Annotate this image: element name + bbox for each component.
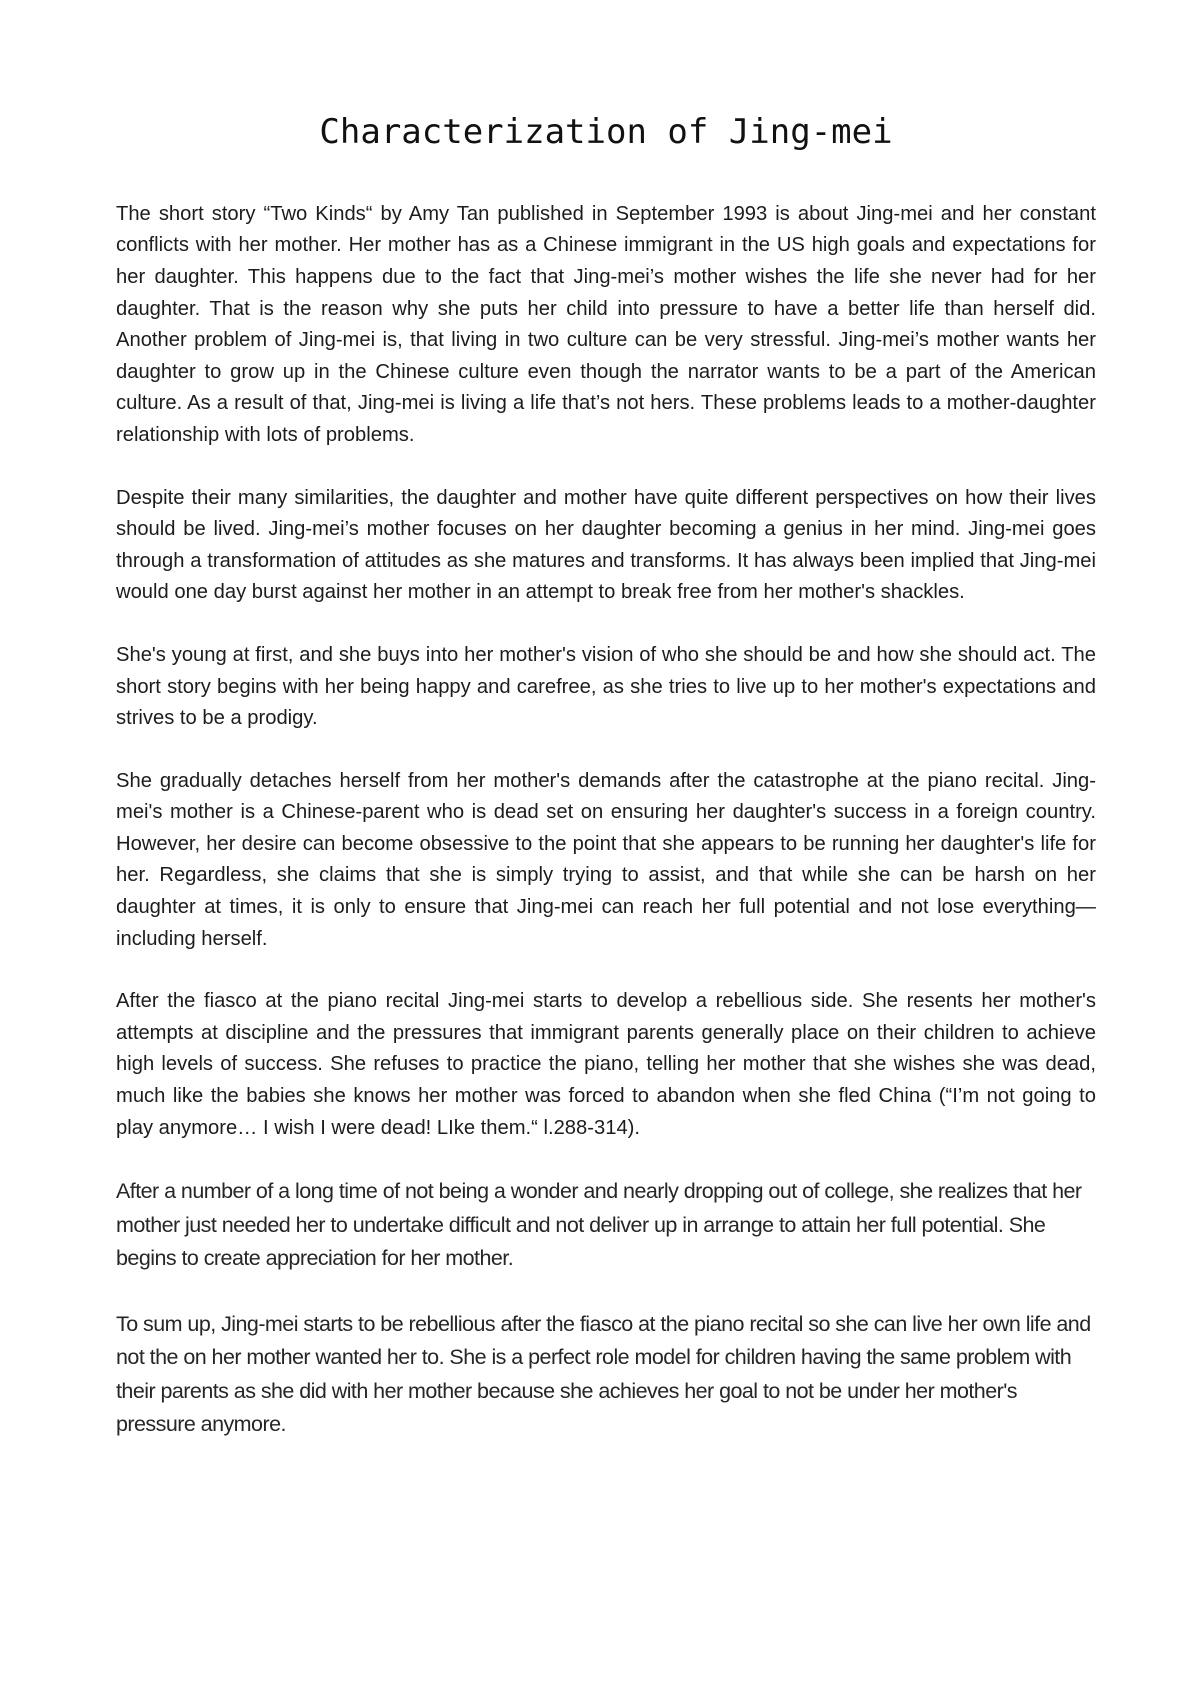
paragraph-perspectives: Despite their many similarities, the daughter and mother have quite different perspectives on how their lives should be lived. Jing-mei’s mother focuses on her daughter becoming a genius in her mind. Jing-mei goes through a transformation of attitudes as she matures and transforms. It has always been implied that Jing-mei would one day burst against her mother in an attempt to break free from her mother's shackles.: [116, 486, 1096, 604]
paragraph-conclusion: To sum up, Jing-mei starts to be rebellious after the fiasco at the piano recital so she can live her own life and not the on her mother wanted her to. She is a perfect role model for children having the same problem with their parents as she did with her mother because she achieves her goal to not be under her mother's pressure anymore.: [116, 1311, 1091, 1437]
paragraph-appreciation: After a number of a long time of not being a wonder and nearly dropping out of college, she realizes that her mother just needed her to undertake difficult and not deliver up in arrange to attain her full potential. She begins to create appreciation for her mother.: [116, 1179, 1082, 1271]
paragraph-young-at-first: She's young at first, and she buys into her mother's vision of who she should be and how she should act. The short story begins with her being happy and carefree, as she tries to live up to her mother's expectations and strives to be a prodigy.: [116, 643, 1096, 730]
paragraph-detachment: She gradually detaches herself from her mother's demands after the catastrophe at the piano recital. Jing-mei's mother is a Chinese-parent who is dead set on ensuring her daughter's success in a foreign country. However, her desire can become obsessive to the point that she appears to be running her daughter's life for her. Regardless, she claims that she is simply trying to assist, and that while she can be harsh on her daughter at times, it is only to ensure that Jing-mei can reach her full potential and not lose everything—including herself.: [116, 769, 1096, 950]
paragraph-introduction: The short story “Two Kinds“ by Amy Tan published in September 1993 is about Jing-mei and her constant conflicts with her mother. Her mother has as a Chinese immigrant in the US high goals and expectations for her daughter. This happens due to the fact that Jing-mei’s mother wishes the life she never had for her daughter. That is the reason why she puts her child into pressure to have a better life than herself did. Another problem of Jing-mei is, that living in two culture can be very stressful. Jing-mei’s mother wants her daughter to grow up in the Chinese culture even though the narrator wants to be a part of the American culture. As a result of that, Jing-mei is living a life that’s not hers. These problems leads to a mother-daughter relationship with lots of problems.: [116, 202, 1096, 446]
paragraph-rebellion: After the fiasco at the piano recital Jing-mei starts to develop a rebellious side. She resents her mother's attempts at discipline and the pressures that immigrant parents generally place on their children to achieve high levels of success. She refuses to practice the piano, telling her mother that she wishes she was dead, much like the babies she knows her mother was forced to abandon when she fled China (“I’m not going to play anymore… I wish I were dead! LIke them.“ l.288-314).: [116, 990, 1096, 1139]
document-title: Characterization of Jing-mei: [319, 112, 893, 152]
